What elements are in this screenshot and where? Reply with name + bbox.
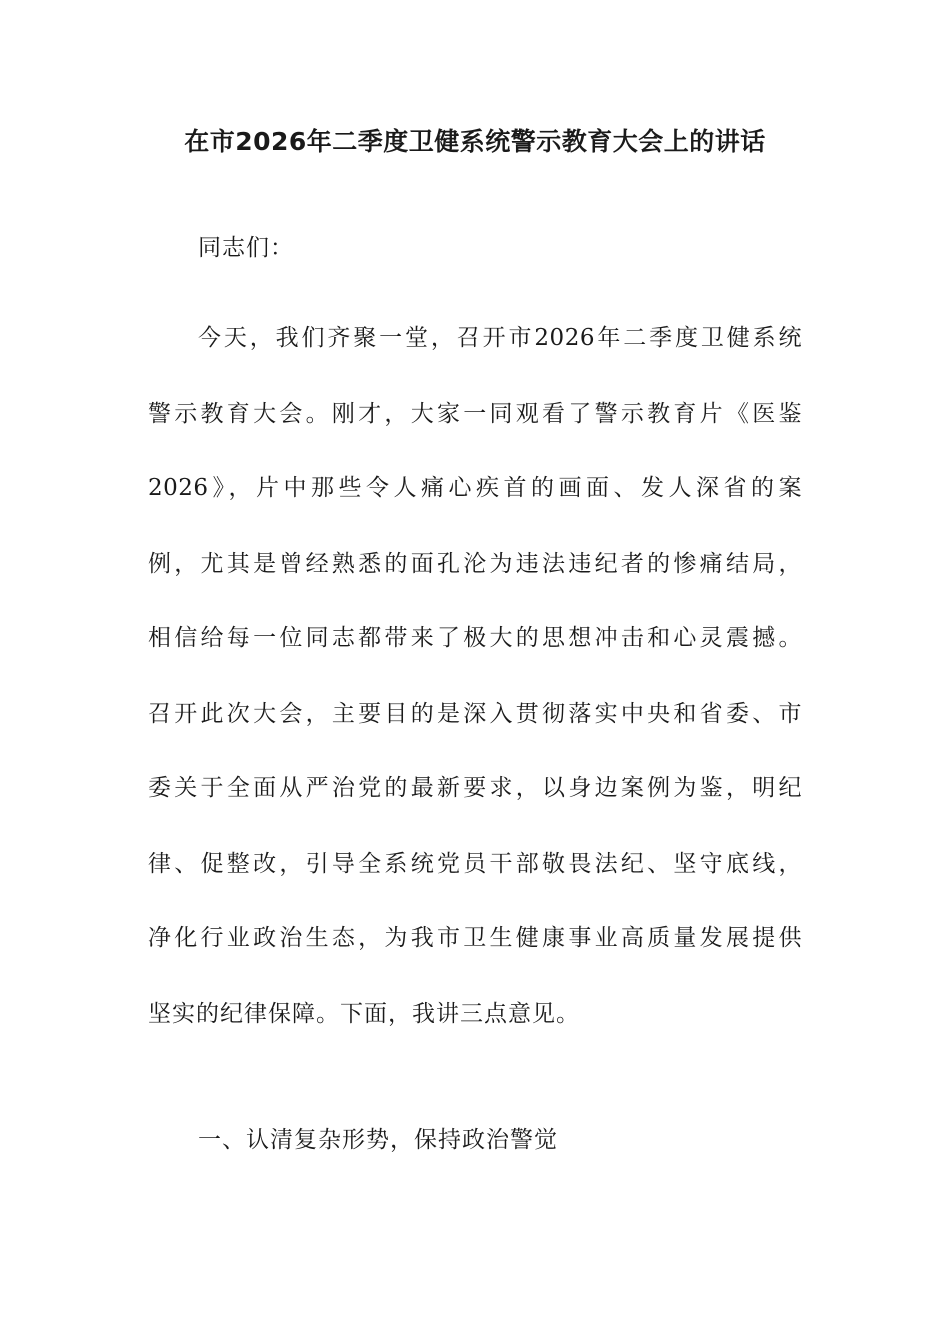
- paragraph-line: 警示教育大会。刚才，大家一同观看了警示教育片《医鉴: [148, 401, 802, 427]
- paragraph-line: 委关于全面从严治党的最新要求，以身边案例为鉴，明纪: [148, 775, 802, 801]
- paragraph-line: 坚实的纪律保障。下面，我讲三点意见。: [148, 1001, 580, 1027]
- paragraph-line: 净化行业政治生态，为我市卫生健康事业高质量发展提供: [148, 925, 802, 951]
- paragraph-line: 2026》，片中那些令人痛心疾首的画面、发人深省的案: [148, 475, 802, 501]
- paragraph-line: 例，尤其是曾经熟悉的面孔沦为违法违纪者的惨痛结局，: [148, 551, 802, 577]
- paragraph-line: 相信给每一位同志都带来了极大的思想冲击和心灵震撼。: [148, 625, 802, 651]
- paragraph-line: 召开此次大会，主要目的是深入贯彻落实中央和省委、市: [148, 701, 802, 727]
- paragraph-line: 律、促整改，引导全系统党员干部敬畏法纪、坚守底线，: [148, 851, 802, 877]
- greeting: 同志们：: [198, 235, 294, 261]
- section-heading: 一、认清复杂形势，保持政治警觉: [198, 1127, 558, 1153]
- paragraph-line: 今天，我们齐聚一堂，召开市2026年二季度卫健系统: [198, 325, 802, 351]
- document-title: 在市2026年二季度卫健系统警示教育大会上的讲话: [184, 127, 766, 156]
